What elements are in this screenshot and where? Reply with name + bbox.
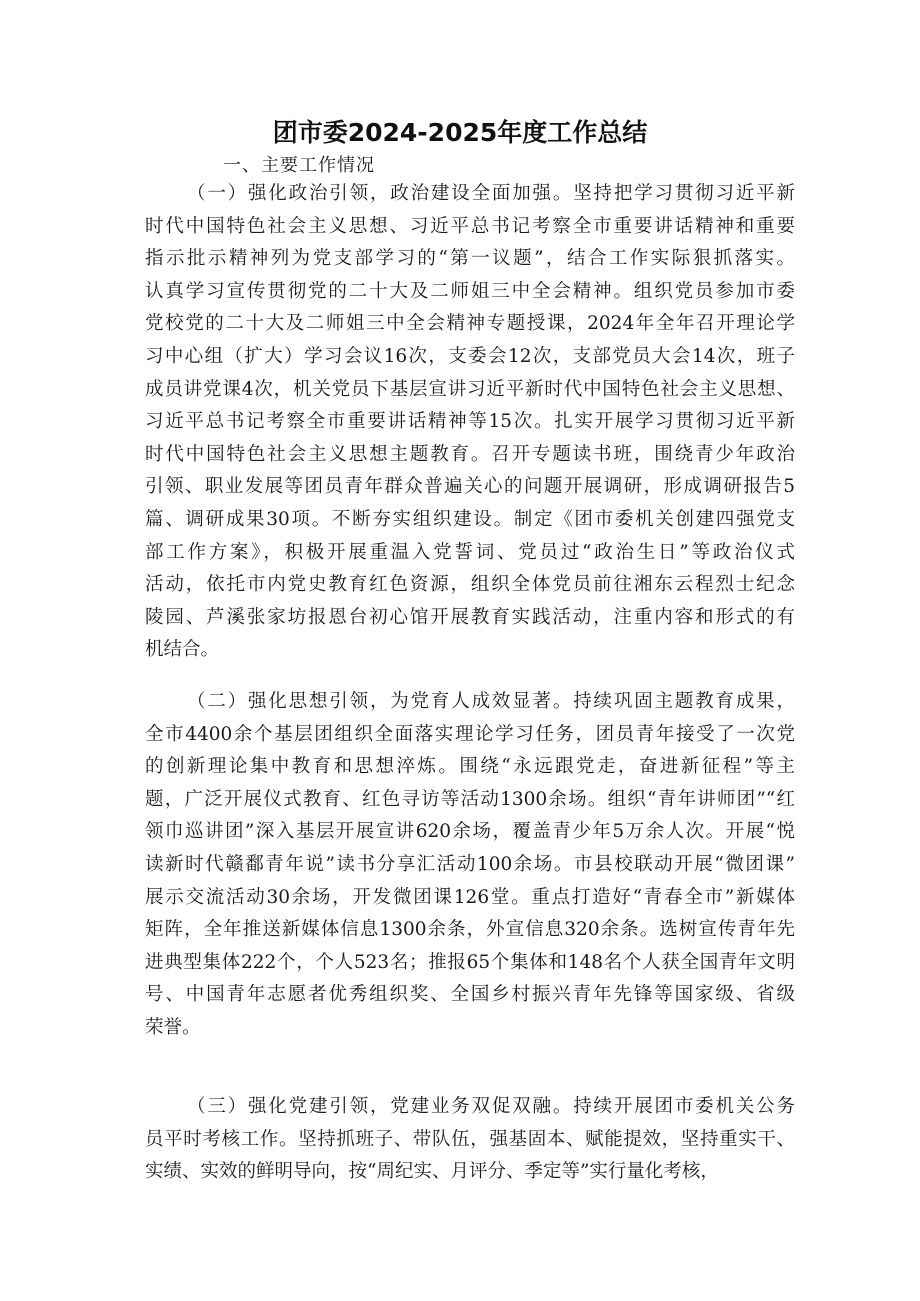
paragraph-line: 实绩、实效的鲜明导向，按“周纪实、月评分、季定等”实行量化考核， bbox=[145, 1161, 719, 1183]
paragraph-line: （三）强化党建引领，党建业务双促双融。持续开展团市委机关公务 bbox=[187, 1096, 795, 1117]
section-heading: 一、主要工作情况 bbox=[223, 155, 375, 176]
paragraph-line: 矩阵，全年推送新媒体信息1300余条，外宣信息320余条。选树宣传青年先 bbox=[145, 919, 795, 941]
paragraph-line: 全市4400余个基层团组织全面落实理论学习任务，团员青年接受了一次党 bbox=[145, 723, 795, 745]
paragraph-line: 活动，依托市内党史教育红色资源，组织全体党员前往湘东云程烈士纪念 bbox=[145, 574, 795, 596]
paragraph-line: 进典型集体222个，个人523名；推报65个集体和148名个人获全国青年文明 bbox=[145, 951, 795, 973]
paragraph-line: 认真学习宣传贯彻党的二十大及二师姐三中全会精神。组织党员参加市委 bbox=[145, 280, 795, 302]
paragraph-line: 荣誉。 bbox=[145, 1017, 201, 1038]
paragraph-line: 习中心组（扩大）学习会议16次，支委会12次，支部党员大会14次，班子 bbox=[145, 346, 795, 367]
paragraph-line: （二）强化思想引领，为党育人成效显著。持续巩固主题教育成果， bbox=[187, 691, 795, 712]
paragraph-line: 的创新理论集中教育和思想淬炼。围绕“永远跟党走，奋进新征程”等主 bbox=[145, 756, 795, 778]
paragraph-line: 篇、调研成果30项。不断夯实组织建设。制定《团市委机关创建四强党支 bbox=[145, 509, 795, 530]
paragraph-line: 领巾巡讲团”深入基层开展宣讲620余场，覆盖青少年5万余人次。开展“悦 bbox=[145, 821, 795, 843]
paragraph-line: 时代中国特色社会主义思想、习近平总书记考察全市重要讲话精神和重要 bbox=[145, 215, 795, 237]
paragraph-line: 引领、职业发展等团员青年群众普遍关心的问题开展调研，形成调研报告5 bbox=[145, 476, 795, 498]
paragraph-line: 成员讲党课4次，机关党员下基层宣讲习近平新时代中国特色社会主义思想、 bbox=[145, 378, 795, 400]
paragraph-line: 题，广泛开展仪式教育、红色寻访等活动1300余场。组织“青年讲师团”“红 bbox=[145, 788, 795, 810]
paragraph-line: 读新时代赣鄱青年说”读书分享汇活动100余场。市县校联动开展“微团课” bbox=[145, 854, 795, 875]
paragraph-line: 号、中国青年志愿者优秀组织奖、全国乡村振兴青年先锋等国家级、省级 bbox=[145, 984, 795, 1006]
paragraph-line: 习近平总书记考察全市重要讲话精神等15次。扎实开展学习贯彻习近平新 bbox=[145, 411, 795, 433]
paragraph-line: 党校党的二十大及二师姐三中全会精神专题授课，2024年全年召开理论学 bbox=[145, 313, 795, 335]
paragraph-line: 机结合。 bbox=[145, 639, 220, 661]
paragraph-line: （一）强化政治引领，政治建设全面加强。坚持把学习贯彻习近平新 bbox=[187, 183, 795, 204]
document-title: 团市委2024-2025年度工作总结 bbox=[272, 118, 648, 147]
paragraph-line: 陵园、芦溪张家坊报恩台初心馆开展教育实践活动，注重内容和形式的有 bbox=[145, 606, 795, 628]
paragraph-line: 展示交流活动30余场，开发微团课126堂。重点打造好“青春全市”新媒体 bbox=[145, 886, 795, 908]
paragraph-line: 指示批示精神列为党支部学习的“第一议题”，结合工作实际狠抓落实。 bbox=[145, 248, 795, 270]
paragraph-line: 员平时考核工作。坚持抓班子、带队伍，强基固本、赋能提效，坚持重实干、 bbox=[145, 1128, 795, 1150]
paragraph-line: 部工作方案》，积极开展重温入党誓词、党员过“政治生日”等政治仪式 bbox=[145, 541, 795, 563]
paragraph-line: 时代中国特色社会主义思想主题教育。召开专题读书班，围绕青少年政治 bbox=[145, 443, 795, 465]
